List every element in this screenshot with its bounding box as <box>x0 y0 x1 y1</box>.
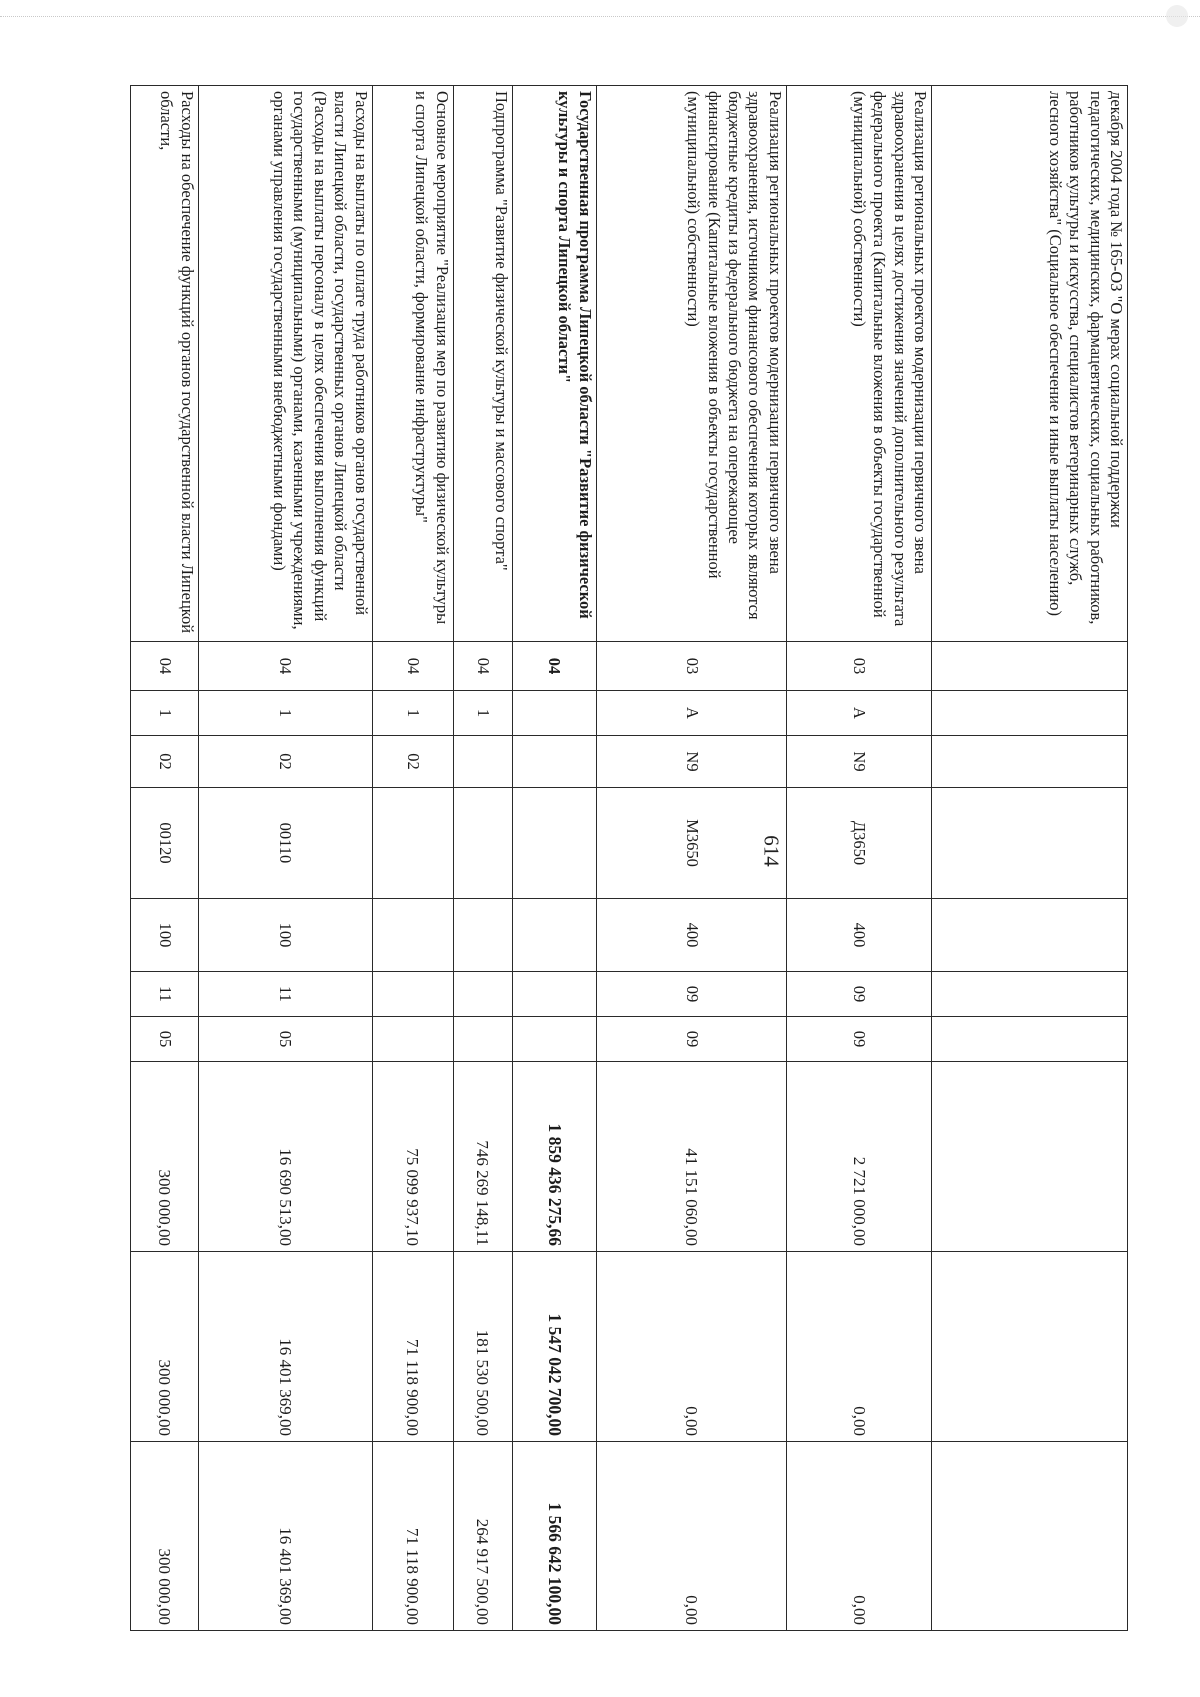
amount-cell-3: 0,00 <box>786 1442 931 1631</box>
code-cell-6 <box>512 972 596 1017</box>
code-cell-1 <box>932 642 1128 691</box>
table-row <box>932 86 1128 1631</box>
code-cell-2: 1 <box>453 691 512 736</box>
code-cell-4 <box>453 788 512 899</box>
code-cell-4 <box>372 788 453 899</box>
scan-mark <box>1166 5 1188 27</box>
row-description: Подпрограмма "Развитие физической культуры и массового спорта" <box>453 86 512 642</box>
code-cell-5: 100 <box>198 899 372 972</box>
row-description: Государственная программа Липецкой области "Развитие физической культуры и спорта Липецкой области" <box>512 86 596 642</box>
budget-table-body <box>131 86 1128 1631</box>
row-description: Расходы на обеспечение функций органов государственной власти Липецкой области, <box>131 86 199 642</box>
page-number: 614 <box>759 835 784 867</box>
code-cell-6: 11 <box>198 972 372 1017</box>
code-cell-1: 04 <box>131 642 199 691</box>
code-cell-3 <box>932 736 1128 788</box>
code-cell-7 <box>932 1017 1128 1062</box>
amount-cell-2: 300 000,00 <box>131 1252 199 1442</box>
code-cell-3 <box>453 736 512 788</box>
code-cell-3: N9 <box>786 736 931 788</box>
amount-cell-3 <box>932 1442 1128 1631</box>
code-cell-2: А <box>786 691 931 736</box>
code-cell-6 <box>372 972 453 1017</box>
code-cell-5: 400 <box>596 899 786 972</box>
code-cell-3: N9 <box>596 736 786 788</box>
code-cell-5: 100 <box>131 899 199 972</box>
code-cell-3: 02 <box>198 736 372 788</box>
code-cell-6: 09 <box>596 972 786 1017</box>
code-cell-2 <box>932 691 1128 736</box>
code-cell-5 <box>512 899 596 972</box>
code-cell-1: 04 <box>372 642 453 691</box>
code-cell-2: 1 <box>372 691 453 736</box>
code-cell-3 <box>512 736 596 788</box>
code-cell-4: 00110 <box>198 788 372 899</box>
amount-cell-1: 746 269 148,11 <box>453 1062 512 1252</box>
amount-cell-2 <box>932 1252 1128 1442</box>
code-cell-2: 1 <box>198 691 372 736</box>
code-cell-3: 02 <box>372 736 453 788</box>
code-cell-4: 00120 <box>131 788 199 899</box>
table-row <box>453 86 512 1631</box>
code-cell-7 <box>372 1017 453 1062</box>
amount-cell-1: 2 721 000,00 <box>786 1062 931 1252</box>
code-cell-7: 05 <box>131 1017 199 1062</box>
amount-cell-2: 0,00 <box>786 1252 931 1442</box>
code-cell-6: 11 <box>131 972 199 1017</box>
amount-cell-2: 1 547 042 700,00 <box>512 1252 596 1442</box>
amount-cell-3: 16 401 369,00 <box>198 1442 372 1631</box>
code-cell-3: 02 <box>131 736 199 788</box>
code-cell-2 <box>512 691 596 736</box>
code-cell-1: 04 <box>453 642 512 691</box>
amount-cell-3: 1 566 642 100,00 <box>512 1442 596 1631</box>
rotated-table-container <box>130 85 1128 1630</box>
table-row <box>596 86 786 1631</box>
code-cell-5 <box>372 899 453 972</box>
code-cell-5 <box>453 899 512 972</box>
amount-cell-2: 71 118 900,00 <box>372 1252 453 1442</box>
code-cell-7: 09 <box>786 1017 931 1062</box>
amount-cell-1: 1 859 436 275,66 <box>512 1062 596 1252</box>
code-cell-7: 05 <box>198 1017 372 1062</box>
code-cell-2: 1 <box>131 691 199 736</box>
row-description: декабря 2004 года № 165-ОЗ "О мерах социальной поддержки педагогических, медицинских, фармацевтических, социальных работников, работников культуры и искусства, специалистов ветеринарных служб, лесного хозяйства" (Социальное обеспечение и иные выплаты населению) <box>932 86 1128 642</box>
budget-table <box>130 85 1128 1631</box>
code-cell-4: Д3650 <box>786 788 931 899</box>
amount-cell-3: 0,00 <box>596 1442 786 1631</box>
amount-cell-3: 300 000,00 <box>131 1442 199 1631</box>
row-description: Реализация региональных проектов модернизации первичного звена здравоохранения, источником финансового обеспечения которых являются бюджетные кредиты из федерального бюджета на опережающее финансирование (Капитальные вложения в объекты государственной (муниципальной) собственности) <box>596 86 786 642</box>
amount-cell-1: 41 151 060,00 <box>596 1062 786 1252</box>
code-cell-1: 03 <box>786 642 931 691</box>
code-cell-6 <box>453 972 512 1017</box>
amount-cell-1: 75 099 937,10 <box>372 1062 453 1252</box>
code-cell-7 <box>453 1017 512 1062</box>
top-border-line <box>0 16 1200 17</box>
code-cell-4 <box>932 788 1128 899</box>
table-row <box>372 86 453 1631</box>
code-cell-5: 400 <box>786 899 931 972</box>
code-cell-4: М3650 <box>596 788 786 899</box>
row-description: Расходы на выплаты по оплате труда работников органов государственной власти Липецкой области, государственных органов Липецкой области (Расходы на выплаты персоналу в целях обеспечения выполнения функций государственными (муниципальными) органами, казенными учреждениями, органами управления государственными внебюджетными фондами) <box>198 86 372 642</box>
code-cell-6 <box>932 972 1128 1017</box>
code-cell-1: 03 <box>596 642 786 691</box>
amount-cell-2: 0,00 <box>596 1252 786 1442</box>
row-description: Реализация региональных проектов модернизации первичного звена здравоохранения в целях достижения значений дополнительного результата федерального проекта (Капитальные вложения в объекты государственной (муниципальной) собственности) <box>786 86 931 642</box>
code-cell-7: 09 <box>596 1017 786 1062</box>
table-row <box>512 86 596 1631</box>
amount-cell-3: 71 118 900,00 <box>372 1442 453 1631</box>
code-cell-5 <box>932 899 1128 972</box>
code-cell-2: А <box>596 691 786 736</box>
table-row <box>198 86 372 1631</box>
code-cell-1: 04 <box>198 642 372 691</box>
amount-cell-2: 181 530 500,00 <box>453 1252 512 1442</box>
code-cell-4 <box>512 788 596 899</box>
amount-cell-1: 300 000,00 <box>131 1062 199 1252</box>
amount-cell-1: 16 690 513,00 <box>198 1062 372 1252</box>
amount-cell-2: 16 401 369,00 <box>198 1252 372 1442</box>
row-description: Основное мероприятие "Реализация мер по развитию физической культуры и спорта Липецкой области, формирование инфраструктуры" <box>372 86 453 642</box>
code-cell-7 <box>512 1017 596 1062</box>
table-row <box>786 86 931 1631</box>
amount-cell-1 <box>932 1062 1128 1252</box>
table-row <box>131 86 199 1631</box>
code-cell-6: 09 <box>786 972 931 1017</box>
code-cell-1: 04 <box>512 642 596 691</box>
amount-cell-3: 264 917 500,00 <box>453 1442 512 1631</box>
